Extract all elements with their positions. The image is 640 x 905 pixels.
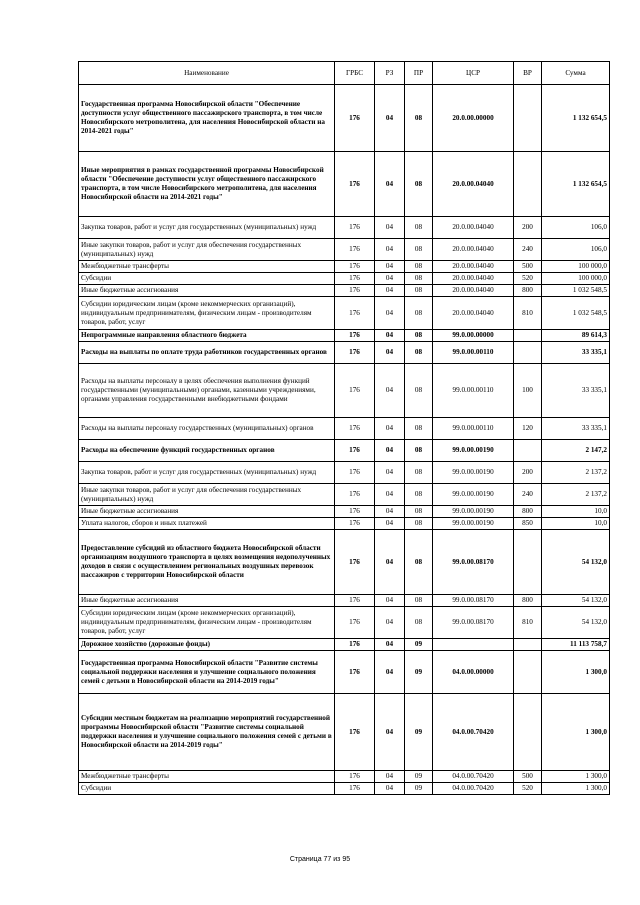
header-sum: Сумма	[542, 62, 610, 85]
table-row	[79, 217, 610, 239]
cell-rz: 04	[375, 152, 405, 217]
cell-vr	[514, 639, 542, 651]
cell-rz: 04	[375, 342, 405, 364]
cell-rz: 04	[375, 462, 405, 484]
cell-grbs: 176	[335, 364, 375, 418]
cell-name: Расходы на выплаты персоналу государственных (муниципальных) органов	[79, 418, 335, 440]
cell-pr: 08	[405, 152, 433, 217]
cell-pr: 09	[405, 783, 433, 795]
cell-pr: 08	[405, 607, 433, 639]
cell-rz: 04	[375, 484, 405, 506]
cell-rz: 04	[375, 273, 405, 285]
cell-csr: 20.0.00.04040	[433, 297, 514, 330]
cell-csr: 99.0.00.00190	[433, 518, 514, 530]
cell-grbs: 176	[335, 484, 375, 506]
table-row	[79, 607, 610, 639]
cell-rz: 04	[375, 364, 405, 418]
cell-grbs: 176	[335, 85, 375, 152]
cell-sum: 33 335,1	[542, 364, 610, 418]
cell-csr: 20.0.00.04040	[433, 239, 514, 261]
cell-csr: 99.0.00.08170	[433, 595, 514, 607]
header-csr: ЦСР	[433, 62, 514, 85]
cell-sum: 1 132 654,5	[542, 152, 610, 217]
cell-grbs: 176	[335, 462, 375, 484]
table-row	[79, 152, 610, 217]
cell-grbs: 176	[335, 261, 375, 273]
cell-rz: 04	[375, 783, 405, 795]
table-row	[79, 364, 610, 418]
cell-name: Иные закупки товаров, работ и услуг для обеспечения государственных (муниципальных) нужд	[79, 239, 335, 261]
cell-rz: 04	[375, 440, 405, 462]
cell-vr: 500	[514, 771, 542, 783]
cell-vr: 200	[514, 462, 542, 484]
cell-grbs: 176	[335, 330, 375, 342]
cell-rz: 04	[375, 651, 405, 694]
cell-csr: 99.0.00.00110	[433, 342, 514, 364]
cell-name: Субсидии юридическим лицам (кроме некоммерческих организаций), индивидуальным предпринимателям, физическим лицам - производителям товаров, работ, услуг	[79, 607, 335, 639]
cell-rz: 04	[375, 694, 405, 771]
cell-name: Расходы на выплаты по оплате труда работников государственных органов	[79, 342, 335, 364]
cell-vr	[514, 342, 542, 364]
cell-sum: 89 614,3	[542, 330, 610, 342]
table-row	[79, 273, 610, 285]
cell-rz: 04	[375, 85, 405, 152]
cell-name: Предоставление субсидий из областного бюджета Новосибирской области организациям воздушного транспорта в целях возмещения недополученных доходов в связи с осуществлением региональных воздушных перевозок пассажиров с территории Новосибирской области	[79, 530, 335, 595]
header-rz: РЗ	[375, 62, 405, 85]
cell-vr	[514, 330, 542, 342]
table-row	[79, 639, 610, 651]
cell-rz: 04	[375, 506, 405, 518]
cell-rz: 04	[375, 330, 405, 342]
cell-sum: 11 113 758,7	[542, 639, 610, 651]
cell-pr: 08	[405, 506, 433, 518]
cell-sum: 1 300,0	[542, 651, 610, 694]
cell-sum: 2 147,2	[542, 440, 610, 462]
table-row	[79, 506, 610, 518]
header-pr: ПР	[405, 62, 433, 85]
cell-name: Непрограммные направления областного бюджета	[79, 330, 335, 342]
cell-csr: 20.0.00.04040	[433, 152, 514, 217]
cell-pr: 09	[405, 694, 433, 771]
cell-csr: 99.0.00.00190	[433, 484, 514, 506]
cell-name: Расходы на обеспечение функций государственных органов	[79, 440, 335, 462]
cell-pr: 08	[405, 330, 433, 342]
cell-csr: 20.0.00.04040	[433, 261, 514, 273]
table-row	[79, 297, 610, 330]
cell-grbs: 176	[335, 694, 375, 771]
table-row	[79, 694, 610, 771]
document-page	[78, 61, 609, 795]
cell-csr: 04.0.00.70420	[433, 771, 514, 783]
table-row	[79, 771, 610, 783]
cell-pr: 08	[405, 261, 433, 273]
cell-name: Закупка товаров, работ и услуг для государственных (муниципальных) нужд	[79, 217, 335, 239]
cell-pr: 09	[405, 639, 433, 651]
cell-name: Иные закупки товаров, работ и услуг для обеспечения государственных (муниципальных) нужд	[79, 484, 335, 506]
cell-grbs: 176	[335, 595, 375, 607]
table-row	[79, 462, 610, 484]
table-row	[79, 342, 610, 364]
cell-vr: 850	[514, 518, 542, 530]
cell-csr: 99.0.00.08170	[433, 607, 514, 639]
cell-rz: 04	[375, 639, 405, 651]
cell-name: Закупка товаров, работ и услуг для государственных (муниципальных) нужд	[79, 462, 335, 484]
cell-pr: 08	[405, 418, 433, 440]
cell-csr: 04.0.00.70420	[433, 694, 514, 771]
cell-sum: 33 335,1	[542, 342, 610, 364]
cell-grbs: 176	[335, 440, 375, 462]
table-row	[79, 783, 610, 795]
cell-sum: 54 132,0	[542, 595, 610, 607]
budget-table	[78, 61, 610, 795]
cell-sum: 2 137,2	[542, 462, 610, 484]
cell-vr: 100	[514, 364, 542, 418]
cell-name: Уплата налогов, сборов и иных платежей	[79, 518, 335, 530]
cell-pr: 08	[405, 518, 433, 530]
cell-csr: 99.0.00.00000	[433, 330, 514, 342]
table-row	[79, 595, 610, 607]
cell-csr: 99.0.00.00110	[433, 364, 514, 418]
table-row	[79, 239, 610, 261]
cell-csr: 99.0.00.00190	[433, 506, 514, 518]
cell-vr: 520	[514, 273, 542, 285]
cell-rz: 04	[375, 418, 405, 440]
cell-pr: 08	[405, 440, 433, 462]
cell-pr: 08	[405, 285, 433, 297]
cell-vr: 800	[514, 506, 542, 518]
cell-sum: 1 300,0	[542, 694, 610, 771]
cell-name: Иные бюджетные ассигнования	[79, 506, 335, 518]
cell-vr: 810	[514, 607, 542, 639]
cell-rz: 04	[375, 217, 405, 239]
table-row	[79, 418, 610, 440]
cell-rz: 04	[375, 530, 405, 595]
cell-pr: 08	[405, 273, 433, 285]
cell-name: Дорожное хозяйство (дорожные фонды)	[79, 639, 335, 651]
cell-vr	[514, 694, 542, 771]
table-row	[79, 330, 610, 342]
cell-sum: 1 300,0	[542, 783, 610, 795]
cell-csr: 20.0.00.00000	[433, 85, 514, 152]
cell-sum: 1 032 548,5	[542, 285, 610, 297]
cell-vr	[514, 152, 542, 217]
cell-grbs: 176	[335, 518, 375, 530]
cell-csr: 99.0.00.08170	[433, 530, 514, 595]
cell-pr: 08	[405, 85, 433, 152]
cell-rz: 04	[375, 607, 405, 639]
cell-grbs: 176	[335, 342, 375, 364]
cell-grbs: 176	[335, 418, 375, 440]
table-row	[79, 518, 610, 530]
cell-name: Межбюджетные трансферты	[79, 771, 335, 783]
cell-rz: 04	[375, 595, 405, 607]
cell-csr: 20.0.00.04040	[433, 217, 514, 239]
cell-rz: 04	[375, 261, 405, 273]
cell-sum: 33 335,1	[542, 418, 610, 440]
cell-rz: 04	[375, 297, 405, 330]
cell-name: Иные мероприятия в рамках государственной программы Новосибирской области "Обеспечение доступности услуг общественного пассажирского транспорта, в том числе Новосибирского метрополитена, для населения Новосибирской области на 2014-2021 годы"	[79, 152, 335, 217]
cell-name: Субсидии юридическим лицам (кроме некоммерческих организаций), индивидуальным предпринимателям, физическим лицам - производителям товаров, работ, услуг	[79, 297, 335, 330]
cell-grbs: 176	[335, 152, 375, 217]
table-header-row	[79, 62, 610, 85]
cell-grbs: 176	[335, 530, 375, 595]
cell-grbs: 176	[335, 639, 375, 651]
cell-grbs: 176	[335, 285, 375, 297]
cell-vr	[514, 530, 542, 595]
cell-pr: 08	[405, 364, 433, 418]
cell-rz: 04	[375, 239, 405, 261]
cell-vr: 200	[514, 217, 542, 239]
cell-rz: 04	[375, 285, 405, 297]
cell-vr: 240	[514, 484, 542, 506]
cell-sum: 1 300,0	[542, 771, 610, 783]
cell-sum: 1 032 548,5	[542, 297, 610, 330]
cell-vr: 800	[514, 285, 542, 297]
cell-grbs: 176	[335, 506, 375, 518]
cell-name: Иные бюджетные ассигнования	[79, 595, 335, 607]
cell-pr: 08	[405, 530, 433, 595]
cell-csr: 99.0.00.00190	[433, 440, 514, 462]
cell-pr: 08	[405, 462, 433, 484]
cell-pr: 09	[405, 771, 433, 783]
cell-grbs: 176	[335, 239, 375, 261]
cell-vr	[514, 651, 542, 694]
cell-name: Расходы на выплаты персоналу в целях обеспечения выполнения функций государственными (муниципальными) органами, казенными учреждениями, органами управления государственными внебюджетными фондами	[79, 364, 335, 418]
cell-vr: 800	[514, 595, 542, 607]
cell-name: Межбюджетные трансферты	[79, 261, 335, 273]
cell-name: Государственная программа Новосибирской области "Обеспечение доступности услуг общественного пассажирского транспорта, в том числе Новосибирского метрополитена, для населения Новосибирской области на 2014-2021 годы"	[79, 85, 335, 152]
cell-grbs: 176	[335, 771, 375, 783]
cell-grbs: 176	[335, 297, 375, 330]
cell-grbs: 176	[335, 607, 375, 639]
cell-sum: 54 132,0	[542, 530, 610, 595]
cell-csr: 99.0.00.00190	[433, 462, 514, 484]
cell-csr: 20.0.00.04040	[433, 285, 514, 297]
cell-grbs: 176	[335, 273, 375, 285]
cell-sum: 10,0	[542, 506, 610, 518]
table-row	[79, 651, 610, 694]
cell-sum: 10,0	[542, 518, 610, 530]
cell-csr: 04.0.00.70420	[433, 783, 514, 795]
cell-vr: 810	[514, 297, 542, 330]
page-number: Страница 77 из 95	[289, 856, 351, 863]
cell-sum: 106,0	[542, 239, 610, 261]
cell-pr: 08	[405, 595, 433, 607]
table-row	[79, 484, 610, 506]
cell-vr	[514, 85, 542, 152]
header-vr: ВР	[514, 62, 542, 85]
cell-vr	[514, 440, 542, 462]
cell-rz: 04	[375, 518, 405, 530]
cell-sum: 2 137,2	[542, 484, 610, 506]
cell-vr: 520	[514, 783, 542, 795]
table-row	[79, 261, 610, 273]
cell-pr: 09	[405, 651, 433, 694]
cell-name: Субсидии	[79, 273, 335, 285]
cell-pr: 08	[405, 239, 433, 261]
cell-vr: 120	[514, 418, 542, 440]
cell-grbs: 176	[335, 651, 375, 694]
cell-sum: 54 132,0	[542, 607, 610, 639]
cell-sum: 100 000,0	[542, 261, 610, 273]
cell-grbs: 176	[335, 217, 375, 239]
cell-sum: 100 000,0	[542, 273, 610, 285]
table-row	[79, 85, 610, 152]
cell-sum: 106,0	[542, 217, 610, 239]
table-row	[79, 530, 610, 595]
cell-name: Субсидии	[79, 783, 335, 795]
cell-sum: 1 132 654,5	[542, 85, 610, 152]
cell-grbs: 176	[335, 783, 375, 795]
cell-name: Государственная программа Новосибирской области "Развитие системы социальной поддержки населения и улучшение социального положения семей с детьми в Новосибирской области на 2014-2019 годы"	[79, 651, 335, 694]
table-row	[79, 285, 610, 297]
header-grbs: ГРБС	[335, 62, 375, 85]
cell-name: Иные бюджетные ассигнования	[79, 285, 335, 297]
cell-pr: 08	[405, 217, 433, 239]
cell-csr: 04.0.00.00000	[433, 651, 514, 694]
header-name: Наименование	[79, 62, 335, 85]
cell-pr: 08	[405, 342, 433, 364]
cell-pr: 08	[405, 484, 433, 506]
cell-csr	[433, 639, 514, 651]
cell-csr: 99.0.00.00110	[433, 418, 514, 440]
cell-vr: 500	[514, 261, 542, 273]
cell-rz: 04	[375, 771, 405, 783]
cell-pr: 08	[405, 297, 433, 330]
cell-name: Субсидии местным бюджетам на реализацию мероприятий государственной программы Новосибирской области "Развитие системы социальной поддержки населения и улучшение социального положения семей с детьми в Новосибирской области на 2014-2019 годы"	[79, 694, 335, 771]
cell-vr: 240	[514, 239, 542, 261]
cell-csr: 20.0.00.04040	[433, 273, 514, 285]
table-row	[79, 440, 610, 462]
